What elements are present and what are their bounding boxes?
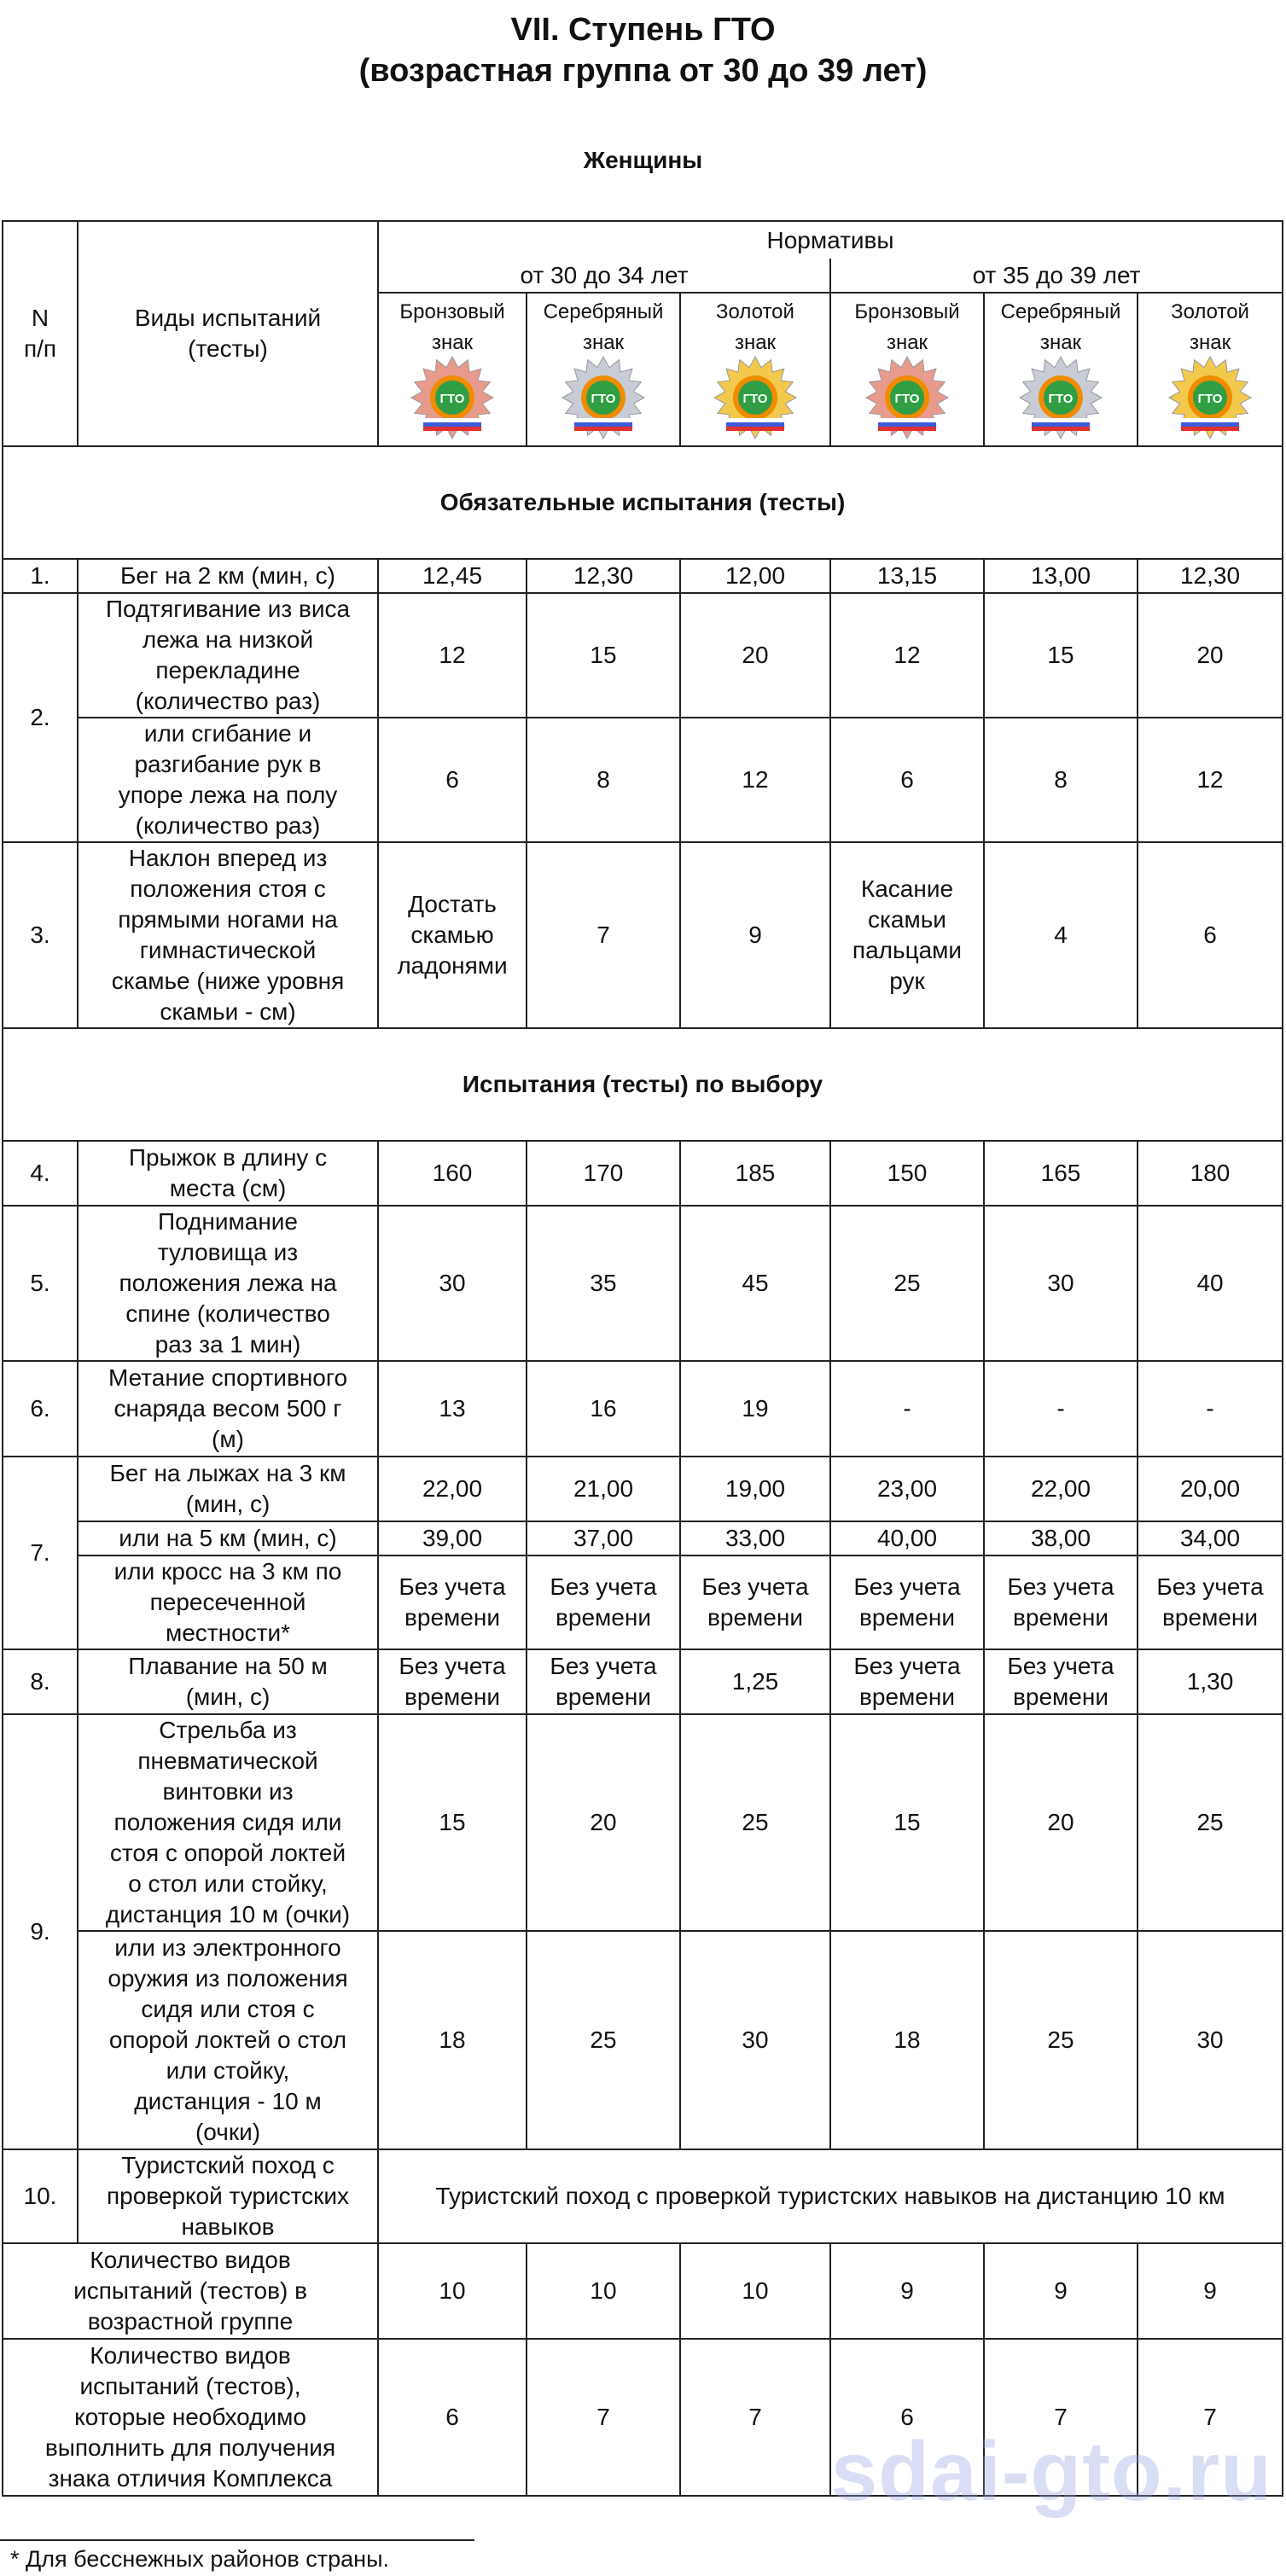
norm-value: 10 [680, 2243, 830, 2339]
table-row [3, 559, 1283, 593]
test-name: Подтягивание из виса лежа на низкой перекладине (количество раз) [78, 593, 378, 718]
test-name: или из электронного оружия из положения сидя или стоя с опорой локтей о стол или стойку, дистанция - 10 м (очки) [78, 1931, 378, 2149]
norm-value: Без учета времени [527, 1555, 680, 1649]
norm-value: 33,00 [680, 1521, 830, 1555]
norm-value: Без учета времени [527, 1649, 680, 1714]
table-row [3, 2149, 1283, 2243]
norm-value: 170 [527, 1141, 680, 1206]
table-row [3, 2243, 1283, 2339]
norm-value: 40 [1138, 1206, 1283, 1361]
norm-value: 4 [984, 842, 1138, 1028]
norm-value: 9 [830, 2243, 984, 2339]
test-name: Наклон вперед из положения стоя с прямыми ногами на гимнастической скамье (ниже уровня скамьи - см) [78, 842, 378, 1028]
norm-value: 40,00 [830, 1521, 984, 1555]
norm-value: Касание скамьи пальцами рук [830, 842, 984, 1028]
test-name: Плавание на 50 м (мин, с) [78, 1649, 378, 1714]
watermark: sdai-gto.ru [830, 2424, 1272, 2518]
test-name: Метание спортивного снаряда весом 500 г (м) [78, 1361, 378, 1457]
test-name: Бег на 2 км (мин, с) [78, 559, 378, 593]
norm-value: 30 [680, 1931, 830, 2149]
norm-value: 18 [378, 1931, 527, 2149]
silver-badge-icon [556, 355, 651, 440]
badge-gto-label: ГТО [1048, 392, 1074, 406]
table-row [3, 1714, 1283, 1931]
norm-value: Достать скамью ладонями [378, 842, 527, 1028]
page-subtitle-age-group: (возрастная группа от 30 до 39 лет) [358, 53, 928, 89]
badge-label: Серебряный знак [543, 300, 664, 354]
bronze-badge-icon [859, 355, 955, 440]
norm-value: 6 [830, 718, 984, 842]
norm-value: 7 [527, 842, 680, 1028]
test-name: или на 5 км (мин, с) [78, 1521, 378, 1555]
norm-value: 1,25 [680, 1649, 830, 1714]
table-row [3, 1555, 1283, 1649]
norm-value: 1,30 [1138, 1649, 1283, 1714]
norm-value: Без учета времени [830, 1555, 984, 1649]
row-number: 5. [3, 1206, 78, 1361]
norm-value: 9 [680, 842, 830, 1028]
norm-value: 19 [680, 1361, 830, 1457]
test-name: Бег на лыжах на 3 км (мин, с) [78, 1457, 378, 1521]
badge-label: Бронзовый знак [399, 300, 505, 354]
norm-value: 30 [1138, 1931, 1283, 2149]
norm-value: 12 [680, 718, 830, 842]
norm-value: 38,00 [984, 1521, 1138, 1555]
norm-value: 165 [984, 1141, 1138, 1206]
norm-value: - [984, 1361, 1138, 1457]
norm-value: 45 [680, 1206, 830, 1361]
header-age-group-2: от 35 до 39 лет [830, 259, 1283, 293]
norm-value: 34,00 [1138, 1521, 1283, 1555]
norm-value: 25 [830, 1206, 984, 1361]
norm-value: 20 [527, 1714, 680, 1931]
badge-gto-label: ГТО [439, 392, 465, 406]
badge-gto-label: ГТО [1197, 392, 1223, 406]
row-number: 2. [3, 593, 78, 842]
badge-silver-1 [527, 293, 680, 446]
norm-value: 19,00 [680, 1457, 830, 1521]
table-row [3, 1457, 1283, 1521]
table-row [3, 1521, 1283, 1555]
norm-value: 21,00 [527, 1457, 680, 1521]
badge-label: Золотой знак [716, 300, 794, 354]
norm-value: 25 [1138, 1714, 1283, 1931]
norms-table [2, 220, 1283, 2497]
norm-value: 30 [984, 1206, 1138, 1361]
gender-heading: Женщины [583, 147, 703, 173]
table-row [3, 718, 1283, 842]
norm-value: 13,00 [984, 559, 1138, 593]
test-name: или кросс на 3 км по пересеченной местности* [78, 1555, 378, 1649]
silver-badge-icon [1013, 355, 1109, 440]
table-row [3, 1931, 1283, 2149]
header-num: N п/п [3, 221, 78, 446]
section-mandatory: Обязательные испытания (тесты) [3, 446, 1283, 559]
row-number: 4. [3, 1141, 78, 1206]
row-number: 10. [3, 2149, 78, 2243]
norm-value: Без учета времени [1138, 1555, 1283, 1649]
test-name: Поднимание туловища из положения лежа на спине (количество раз за 1 мин) [78, 1206, 378, 1361]
page-title: VII. Ступень ГТО [510, 12, 776, 48]
table-row [3, 1361, 1283, 1457]
norm-value: 7 [527, 2339, 680, 2496]
norm-value: 180 [1138, 1141, 1283, 1206]
badge-gto-label: ГТО [591, 392, 616, 406]
row-number: 1. [3, 559, 78, 593]
norm-value: 6 [1138, 842, 1283, 1028]
table-row [3, 593, 1283, 718]
norm-value: Без учета времени [984, 1649, 1138, 1714]
merged-norm-cell: Туристский поход с проверкой туристских навыков на дистанцию 10 км [378, 2149, 1283, 2243]
norm-value: 20 [984, 1714, 1138, 1931]
norm-value: 9 [1138, 2243, 1283, 2339]
norm-value: Без учета времени [830, 1649, 984, 1714]
norm-value: 12 [1138, 718, 1283, 842]
norm-value: 9 [984, 2243, 1138, 2339]
norm-value: 18 [830, 1931, 984, 2149]
test-name: Количество видов испытаний (тестов), которые необходимо выполнить для получения знака отличия Комплекса [3, 2339, 378, 2496]
norm-value: 7 [680, 2339, 830, 2496]
norm-value: 16 [527, 1361, 680, 1457]
bronze-badge-icon [404, 355, 500, 440]
norm-value: 10 [378, 2243, 527, 2339]
norm-value: 13,15 [830, 559, 984, 593]
norm-value: 185 [680, 1141, 830, 1206]
badge-gto-label: ГТО [742, 392, 768, 406]
test-name: Туристский поход с проверкой туристских навыков [78, 2149, 378, 2243]
table-row [3, 842, 1283, 1028]
norm-value: 23,00 [830, 1457, 984, 1521]
row-number: 8. [3, 1649, 78, 1714]
badge-gold-2 [1138, 293, 1283, 446]
norm-value: 15 [984, 593, 1138, 718]
norm-value: Без учета времени [984, 1555, 1138, 1649]
norm-value: 15 [830, 1714, 984, 1931]
norm-value: 150 [830, 1141, 984, 1206]
norm-value: 22,00 [378, 1457, 527, 1521]
header-tests: Виды испытаний (тесты) [78, 221, 378, 446]
row-number: 7. [3, 1457, 78, 1649]
gold-badge-icon [1162, 355, 1258, 440]
badge-gold-1 [680, 293, 830, 446]
norm-value: Без учета времени [680, 1555, 830, 1649]
norm-value: 15 [378, 1714, 527, 1931]
norm-value: 20,00 [1138, 1457, 1283, 1521]
norm-value: 10 [527, 2243, 680, 2339]
test-name: Количество видов испытаний (тестов) в возрастной группе [3, 2243, 378, 2339]
badge-bronze-1 [378, 293, 527, 446]
test-name: или сгибание и разгибание рук в упоре лежа на полу (количество раз) [78, 718, 378, 842]
table-row [3, 1649, 1283, 1714]
norm-value: 12 [830, 593, 984, 718]
row-number: 3. [3, 842, 78, 1028]
norm-value: 25 [527, 1931, 680, 2149]
norm-value: 25 [680, 1714, 830, 1931]
header-age-group-1: от 30 до 34 лет [378, 259, 830, 293]
norm-value: 15 [527, 593, 680, 718]
norm-value: 6 [830, 2339, 984, 2496]
norm-value: 25 [984, 1931, 1138, 2149]
norm-value: - [830, 1361, 984, 1457]
badge-label: Золотой знак [1171, 300, 1249, 354]
norm-value: 22,00 [984, 1457, 1138, 1521]
norm-value: 12,30 [527, 559, 680, 593]
section-optional: Испытания (тесты) по выбору [3, 1028, 1283, 1141]
norm-value: 12 [378, 593, 527, 718]
norm-value: 8 [527, 718, 680, 842]
norm-value: - [1138, 1361, 1283, 1457]
norm-value: 12,00 [680, 559, 830, 593]
badge-bronze-2 [830, 293, 984, 446]
gold-badge-icon [707, 355, 803, 440]
norm-value: 12,45 [378, 559, 527, 593]
norm-value: 37,00 [527, 1521, 680, 1555]
norm-value: 6 [378, 718, 527, 842]
badge-label: Бронзовый знак [854, 300, 960, 354]
test-name: Прыжок в длину с места (см) [78, 1141, 378, 1206]
norm-value: 35 [527, 1206, 680, 1361]
norm-value: 6 [378, 2339, 527, 2496]
norm-value: 39,00 [378, 1521, 527, 1555]
norm-value: 20 [1138, 593, 1283, 718]
norm-value: 8 [984, 718, 1138, 842]
norm-value: Без учета времени [378, 1649, 527, 1714]
row-number: 9. [3, 1714, 78, 2149]
row-number: 6. [3, 1361, 78, 1457]
norm-value: 30 [378, 1206, 527, 1361]
footnote-divider [0, 2539, 474, 2541]
norm-value: Без учета времени [378, 1555, 527, 1649]
badge-silver-2 [984, 293, 1138, 446]
norm-value: 160 [378, 1141, 527, 1206]
norm-value: 12,30 [1138, 559, 1283, 593]
table-row [3, 1141, 1283, 1206]
footnote: * Для бесснежных районов страны. [10, 2546, 389, 2572]
badge-label: Серебряный знак [1000, 300, 1121, 354]
norm-value: 20 [680, 593, 830, 718]
norm-value: 13 [378, 1361, 527, 1457]
badge-gto-label: ГТО [894, 392, 920, 406]
norm-value: 7 [984, 2339, 1138, 2496]
table-row [3, 1206, 1283, 1361]
test-name: Стрельба из пневматической винтовки из положения сидя или стоя с опорой локтей о стол или стойку, дистанция 10 м (очки) [78, 1714, 378, 1931]
header-norms: Нормативы [378, 221, 1283, 259]
norm-value: 7 [1138, 2339, 1283, 2496]
